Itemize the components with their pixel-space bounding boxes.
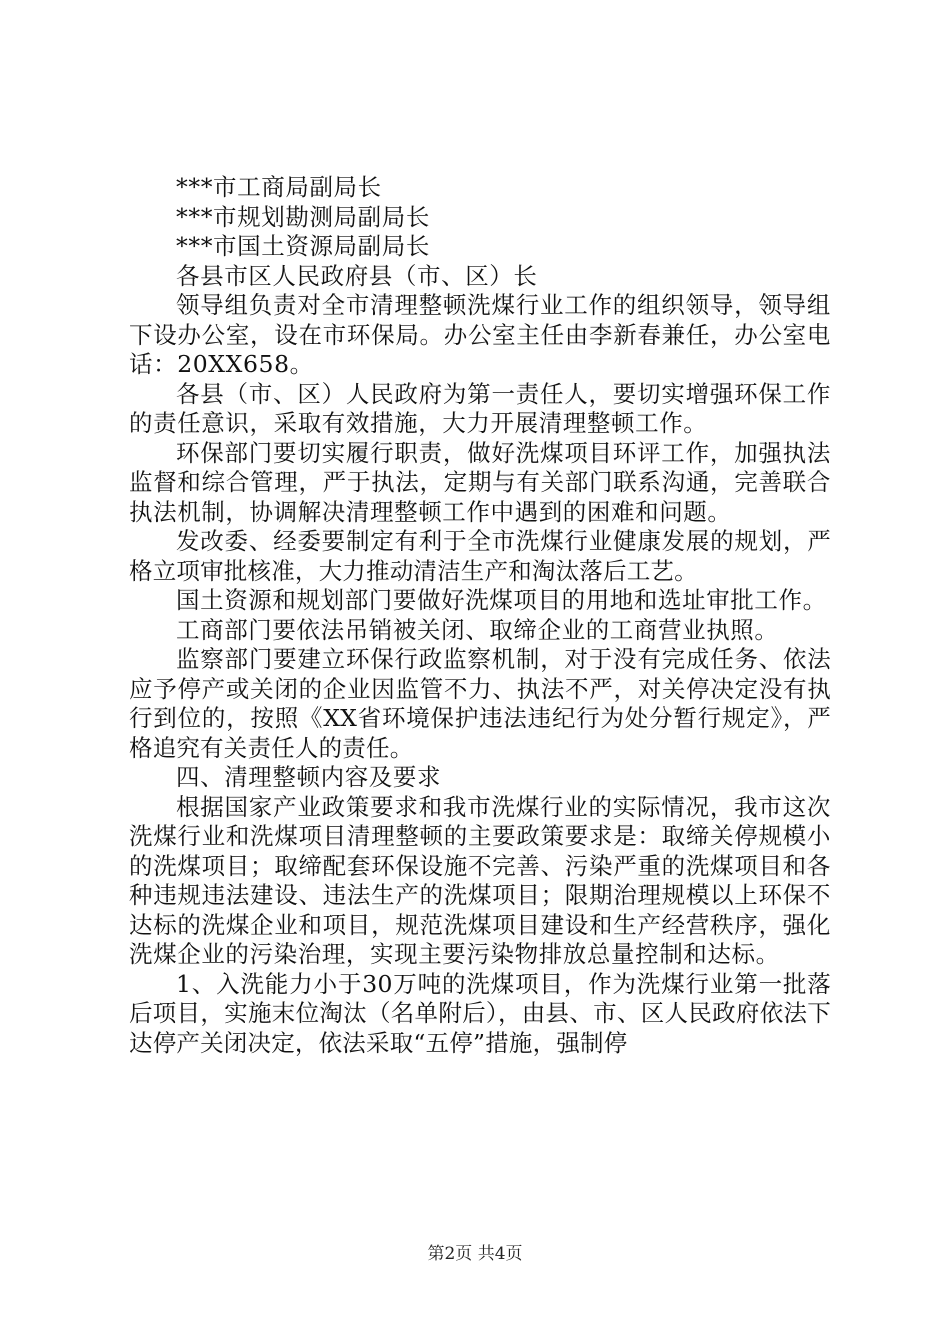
paragraph-5: 领导组负责对全市清理整顿洗煤行业工作的组织领导，领导组下设办公室，设在市环保局。办公室主任由李新春兼任，办公室电话：20XX658。 (129, 291, 831, 378)
paragraph-9: 国土资源和规划部门要做好洗煤项目的用地和选址审批工作。 (176, 586, 827, 614)
paragraph-4: 各县市区人民政府县（市、区）长 (176, 261, 538, 290)
paragraph-2: ***市规划勘测局副局长 (176, 202, 430, 231)
paragraph-3: ***市国土资源局副局长 (176, 232, 430, 260)
paragraph-12: 根据国家产业政策要求和我市洗煤行业的实际情况，我市这次洗煤行业和洗煤项目清理整顿的主要政策要求是：取缔关停规模小的洗煤项目；取缔配套环保设施不完善、污染严重的洗煤项目和各种违规违法建设、违法生产的洗煤项目；限期治理规模以上环保不达标的洗煤企业和项目，规范洗煤项目建设和生产经营秩序，强化洗煤企业的污染治理，实现主要污染物排放总量控制和达标。 (129, 792, 831, 968)
paragraph-11: 监察部门要建立环保行政监察机制，对于没有完成任务、依法应予停产或关闭的企业因监管不力、执法不严，对关停决定没有执行到位的，按照《XX省环境保护违法违纪行为处分暂行规定》，严格追究有关责任人的责任。 (129, 645, 831, 762)
section-heading: 四、清理整顿内容及要求 (176, 763, 442, 791)
paragraph-8: 发改委、经委要制定有利于全市洗煤行业健康发展的规划，严格立项审批核准，大力推动清洁生产和淘汰落后工艺。 (129, 527, 831, 585)
paragraph-7: 环保部门要切实履行职责，做好洗煤项目环评工作，加强执法监督和综合管理，严于执法，定期与有关部门联系沟通，完善联合执法机制，协调解决清理整顿工作中遇到的困难和问题。 (129, 438, 831, 526)
paragraph-1: ***市工商局副局长 (176, 173, 382, 201)
document-body (129, 173, 831, 1058)
paragraph-6: 各县（市、区）人民政府为第一责任人，要切实增强环保工作的责任意识，采取有效措施，大力开展清理整顿工作。 (129, 379, 831, 437)
paragraph-13: 1、入洗能力小于30万吨的洗煤项目，作为洗煤行业第一批落后项目，实施末位淘汰（名单附后），由县、市、区人民政府依法下达停产关闭决定，依法采取“五停”措施，强制停 (129, 969, 831, 1057)
paragraph-10: 工商部门要依法吊销被关闭、取缔企业的工商营业执照。 (176, 615, 779, 644)
page-number: 第2页 共4页 (427, 1244, 523, 1264)
